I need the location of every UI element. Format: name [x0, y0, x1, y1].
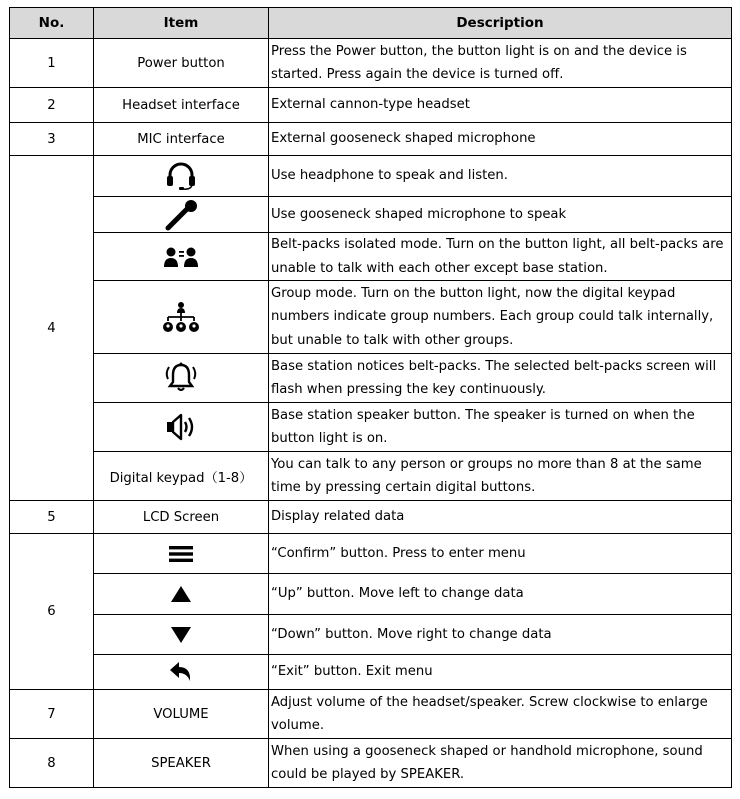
table-row	[10, 615, 732, 655]
table-row	[10, 156, 732, 197]
row-description: “Up” button. Move left to change data	[269, 574, 732, 615]
header-no: No.	[10, 8, 94, 39]
row-number: 3	[10, 123, 94, 156]
table-row	[10, 739, 732, 788]
row-description: When using a gooseneck shaped or handhold microphone, sound could be played by SPEAKER.	[269, 739, 732, 788]
header-description: Description	[269, 8, 732, 39]
row-description: External cannon-type headset	[269, 88, 732, 123]
row-description: Display related data	[269, 501, 732, 534]
row-item: Headset interface	[94, 88, 269, 123]
table-row	[10, 452, 732, 501]
row-description: External gooseneck shaped microphone	[269, 123, 732, 156]
table-row	[10, 501, 732, 534]
menu-icon	[94, 534, 269, 574]
table-row	[10, 403, 732, 452]
bell-alarm-icon	[94, 354, 269, 403]
table-row	[10, 281, 732, 354]
row-number: 6	[10, 534, 94, 690]
feature-table	[9, 7, 732, 788]
row-description: Adjust volume of the headset/speaker. Screw clockwise to enlarge volume.	[269, 690, 732, 739]
row-description: Base station speaker button. The speaker is turned on when the button light is on.	[269, 403, 732, 452]
row-description: Press the Power button, the button light is on and the device is started. Press again the device is turned off.	[269, 39, 732, 88]
row-description: “Down” button. Move right to change data	[269, 615, 732, 655]
triangle-up-icon	[94, 574, 269, 615]
table-row	[10, 197, 732, 233]
row-description: Use headphone to speak and listen.	[269, 156, 732, 197]
row-item: VOLUME	[94, 690, 269, 739]
back-arrow-icon	[94, 655, 269, 690]
table-row	[10, 233, 732, 281]
row-number: 8	[10, 739, 94, 788]
row-item: SPEAKER	[94, 739, 269, 788]
table-header-row	[10, 8, 732, 39]
row-description: Use gooseneck shaped microphone to speak	[269, 197, 732, 233]
table-row	[10, 534, 732, 574]
table-row	[10, 574, 732, 615]
row-item: LCD Screen	[94, 501, 269, 534]
row-item: Digital keypad（1-8）	[94, 452, 269, 501]
row-description: “Exit” button. Exit menu	[269, 655, 732, 690]
group-hierarchy-icon	[94, 281, 269, 354]
row-item: Power button	[94, 39, 269, 88]
table-row	[10, 88, 732, 123]
microphone-icon	[94, 197, 269, 233]
row-description: You can talk to any person or groups no more than 8 at the same time by pressing certain digital buttons.	[269, 452, 732, 501]
triangle-down-icon	[94, 615, 269, 655]
headset-icon	[94, 156, 269, 197]
row-description: Group mode. Turn on the button light, now the digital keypad numbers indicate group numbers. Each group could talk internally, but unable to talk with other groups.	[269, 281, 732, 354]
row-number: 4	[10, 156, 94, 501]
table-row	[10, 655, 732, 690]
row-number: 1	[10, 39, 94, 88]
row-number: 5	[10, 501, 94, 534]
row-description: Base station notices belt-packs. The selected belt-packs screen will flash when pressing the key continuously.	[269, 354, 732, 403]
speaker-icon	[94, 403, 269, 452]
table-row	[10, 39, 732, 88]
row-number: 2	[10, 88, 94, 123]
row-item: MIC interface	[94, 123, 269, 156]
table-row	[10, 123, 732, 156]
isolated-users-icon	[94, 233, 269, 281]
row-description: Belt-packs isolated mode. Turn on the button light, all belt-packs are unable to talk with each other except base station.	[269, 233, 732, 281]
table-row	[10, 690, 732, 739]
header-item: Item	[94, 8, 269, 39]
row-number: 7	[10, 690, 94, 739]
table-row	[10, 354, 732, 403]
row-description: “Confirm” button. Press to enter menu	[269, 534, 732, 574]
